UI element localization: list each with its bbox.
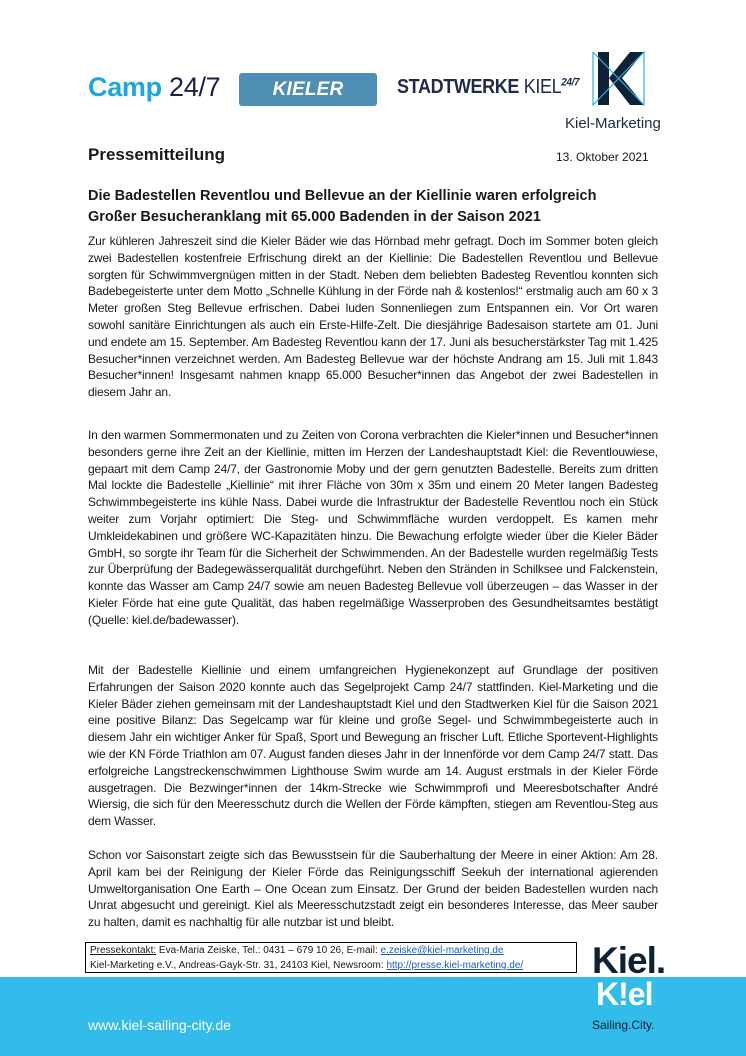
sailing-city-slogan: Sailing.City. <box>592 1018 655 1032</box>
headline-line-2: Großer Besucheranklang mit 65.000 Badenden in der Saison 2021 <box>88 209 541 225</box>
press-contact-box <box>85 942 577 973</box>
contact-label: Pressekontakt: <box>90 945 157 956</box>
document-type: Pressemitteilung <box>88 145 225 164</box>
kiel-marketing-k-logo-icon <box>592 50 646 106</box>
document-date: 13. Oktober 2021 <box>556 150 649 164</box>
headline-line-1: Die Badestellen Reventlou und Bellevue an der Kiellinie waren erfolgreich <box>88 188 597 204</box>
contact-address: Kiel-Marketing e.V., Andreas-Gayk-Str. 31, 24103 Kiel, Newsroom: <box>90 960 387 971</box>
kieler-baeder-logo: KIELER BÄDER <box>239 73 377 106</box>
newsroom-link[interactable]: http://presse.kiel-marketing.de/ <box>386 960 524 971</box>
headline <box>88 186 668 228</box>
contact-email-link[interactable]: e.zeiske@kiel-marketing.de <box>380 945 504 956</box>
paragraph-3: Mit der Badestelle Kiellinie und einem umfangreichen Hygienekonzept auf Grundlage der positiven Erfahrungen der Saison 2020 konnte auch das Segelprojekt Camp 24/7 stattfinden. Kiel-Marketing und die Kieler Bäder ziehen gemeinsam mit der Landeshauptstadt Kiel und den Stadtwerken Kiel für die Saison 2021 eine positive Bilanz: Das Segelcamp war für kleine und große Segel- und Schwimmbegeisterte auch in diesem Jahr ein wichtiger Anker für Spaß, Sport und Bewegung an frischer Luft. Etliche Sportevent-Highlights wie der KN Förde Triathlon am 07. August fanden dieses Jahr in der Innenförde vor dem Camp 24/7 statt. Das erfolgreiche Langstreckenschwimmen Lighthouse Swim wurde am 14. August erstmals in der Kieler Förde ausgetragen. Die Bezwinger*innen der 14km-Strecke wie Schwimmprofi und Meeresbotschafter André Wiersig, die sich für den Meeresschutz durch die Wellen der Förde kämpften, stiegen am Reventlou-Steg aus dem Wasser. <box>88 663 658 829</box>
paragraph-2: In den warmen Sommermonaten und zu Zeiten von Corona verbrachten die Kieler*innen und Besucher*innen besonders gerne ihre Zeit an der Kiellinie, mitten im Herzen der Landeshauptstadt Kiel: die Reventlouwiese, gepaart mit dem Camp 24/7, der Gastronomie Moby und der gern genutzten Badestelle. Bereits zum dritten Mal lockte die Badestelle „Kiellinie“ mit ihrer Fläche von 30m x 35m und einem 20 Meter langen Badesteg Schwimmbegeisterte ins kühle Nass. Dabei wurde die Infrastruktur der Badestelle Reventlou noch ein Stück weiter zum Vorjahr optimiert: Die Steg- und Schwimmfläche wurden verdoppelt. Es kamen mehr Umkleidekabinen und größere WC-Kapazitäten hinzu. Die Bewachung erfolgte wieder über die Kieler Bäder GmbH, so sorgte ihr Team für die Sicherheit der Schwimmenden. An der Badestelle wurden regelmäßig Tests zur Überprüfung der Badegewässerqualität durchgeführt. Neben den Stränden in Schilksee und Falckenstein, konnte das Wasser am Camp 24/7 sowie am neuen Badesteg Bellevue voll überzeugen – das Wasser in der Kieler Förde hat eine gute Qualität, das haben regelmäßige Wasserproben des Gesundheitsamtes bestätigt (Quelle: kiel.de/badewasser). <box>88 428 658 627</box>
kiel-logo: Kiel. <box>592 940 666 981</box>
kiel-logo-alt: K!el <box>596 976 653 1012</box>
paragraph-1: Zur kühleren Jahreszeit sind die Kieler Bäder wie das Hörnbad mehr gefragt. Doch im Sommer boten gleich zwei Badestellen kostenfreie Erfrischung direkt an der Kiellinie: Die Badestellen Reventlou und Bellevue sorgten für Schwimmvergnügen mitten in der Stadt. Neben dem beliebten Badesteg Reventlou konnten sich Badebegeisterte unter dem Motto „Schnelle Kühlung in der Förde nah & kostenlos!“ erstmalig auch am 60 x 3 Meter großen Steg Bellevue erfrischen. Dabei luden Sonnenliegen zum Entspannen ein. Vor Ort waren sowohl sanitäre Einrichtungen als auch ein Erste-Hilfe-Zelt. Die diesjährige Badesaison startete am 01. Juni und endete am 15. September. Am Badesteg Reventlou kann der 17. Juni als besucherstärkster Tag mit 1.425 Besucher*innen verzeichnet werden. Am Badesteg Bellevue war der höchste Andrang am 15. Juli mit 1.843 Besucher*innen! Insgesamt nahmen knapp 65.000 Besucher*innen das Angebot der zwei Badestellen in diesem Jahr an. <box>88 234 658 400</box>
stadtwerke-kiel-logo: STADTWERKE $KIEL^{24/7}$ <box>397 76 580 98</box>
website-link[interactable]: www.kiel-sailing-city.de <box>88 1017 231 1033</box>
camp-24-7-logo: Camp 24/7 <box>88 72 221 102</box>
kiel-marketing-label: Kiel-Marketing <box>565 115 661 132</box>
contact-details: Eva-Maria Zeiske, Tel.: 0431 – 679 10 26, E-mail: <box>156 945 381 956</box>
paragraph-4: Schon vor Saisonstart zeigte sich das Bewusstsein für die Sauberhaltung der Meere in einer Aktion: Am 28. April kam bei der Reinigung der Kieler Förde das Reinigungsschiff Seekuh der international agierenden Umweltorganisation One Earth – One Ocean zum Einsatz. Der Grund der beiden Badestellen wurden nach Unrat abgesucht und gereinigt. Kiel als Meeresschutzstadt zeigt ein besonderes Interesse, das Meer sauber zu halten, damit es nachhaltig für alle nutzbar ist und bleibt. <box>88 848 658 930</box>
